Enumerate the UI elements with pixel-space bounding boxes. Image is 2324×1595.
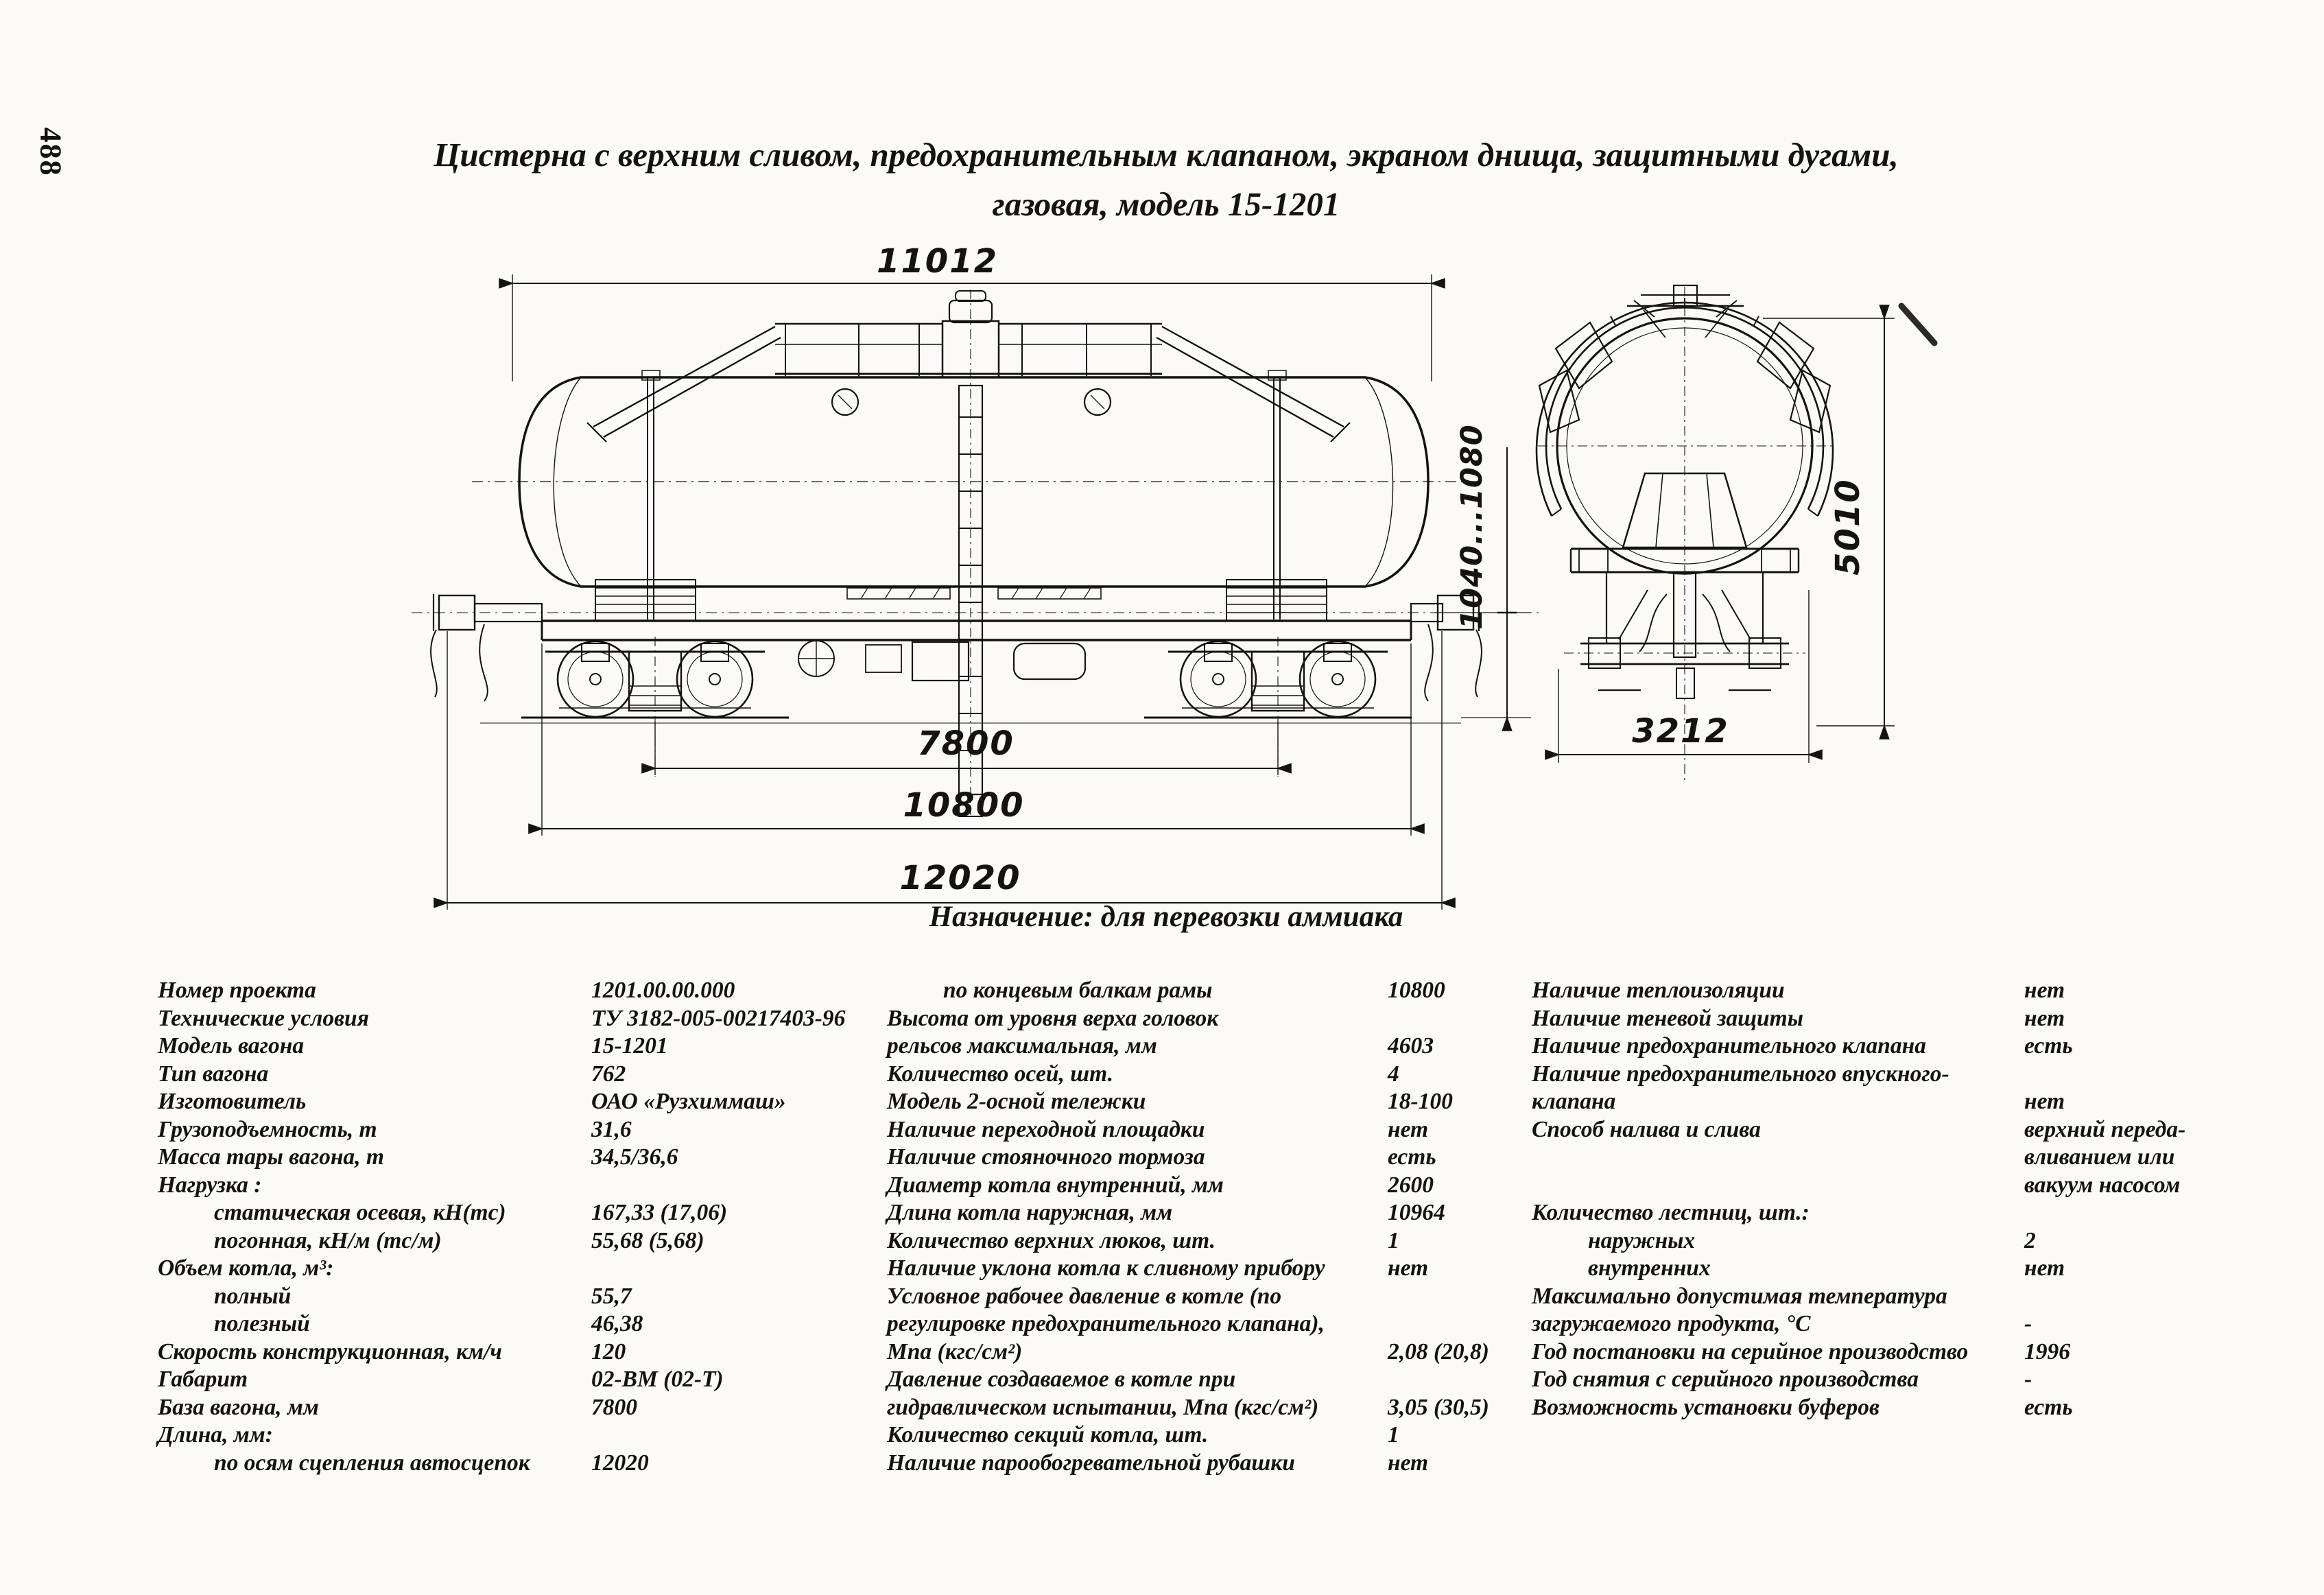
spec-label: Длина, мм:	[158, 1422, 273, 1448]
spec-row	[158, 1338, 881, 1367]
spec-label: Номер проекта	[158, 978, 316, 1003]
spec-label: Масса тары вагона, т	[158, 1144, 384, 1170]
spec-label: рельсов максимальная, мм	[887, 1033, 1157, 1059]
spec-row	[887, 1172, 1580, 1200]
spec-row	[158, 1116, 881, 1144]
spec-row	[158, 1061, 881, 1089]
spec-value: есть	[2024, 1033, 2073, 1059]
spec-value: 4	[1388, 1061, 1399, 1087]
spec-row	[158, 1088, 881, 1116]
end-view	[1537, 285, 1836, 782]
spec-value: вливанием или	[2024, 1144, 2175, 1170]
spec-row	[887, 1032, 1580, 1061]
spec-label: полный	[214, 1283, 292, 1309]
spec-row	[1532, 1061, 2273, 1089]
spec-value: ОАО «Рузхиммаш»	[591, 1089, 786, 1114]
spec-value: нет	[1388, 1255, 1429, 1281]
spec-value	[591, 1421, 881, 1450]
spec-row	[887, 1088, 1580, 1116]
spec-row	[887, 1310, 1580, 1338]
spec-row	[1532, 1199, 2273, 1227]
spec-label: Наличие предохранительного впускного-	[1532, 1061, 1949, 1087]
spec-label: Наличие теплоизоляции	[1532, 978, 1785, 1003]
spec-label: Нагрузка :	[158, 1172, 262, 1198]
spec-column-2	[887, 977, 1580, 1477]
spec-label: статическая осевая, кН(тс)	[214, 1200, 506, 1225]
spec-label: Условное рабочее давление в котле (по	[887, 1283, 1282, 1309]
spec-label: Технические условия	[158, 1005, 369, 1031]
spec-label: Возможность установки буферов	[1532, 1394, 1880, 1420]
spec-row	[158, 1144, 881, 1172]
spec-value: 3,05 (30,5)	[1388, 1394, 1489, 1420]
spec-value: 1	[1388, 1422, 1399, 1448]
spec-label: внутренних	[1588, 1255, 1711, 1281]
dim-label-end-height: 5010	[1829, 478, 1867, 576]
spec-label: Изготовитель	[158, 1089, 307, 1114]
dim-label-end-width: 3212	[1632, 712, 1729, 751]
spec-label: по осям сцепления автосцепок	[214, 1450, 530, 1476]
spec-value: 167,33 (17,06)	[591, 1200, 728, 1225]
spec-label: загружаемого продукта, °С	[1532, 1311, 1811, 1336]
spec-label: Скорость конструкционная, км/ч	[158, 1338, 502, 1364]
spec-column-1	[158, 977, 881, 1477]
spec-value: ТУ 3182-005-00217403-96	[591, 1005, 846, 1031]
spec-row	[887, 1366, 1580, 1394]
dim-label-base: 7800	[917, 724, 1015, 763]
spec-value: 1201.00.00.000	[591, 978, 735, 1003]
spec-value: вакуум насосом	[2024, 1172, 2181, 1198]
spec-row	[1532, 977, 2273, 1005]
spec-label: Максимально допустимая температура	[1532, 1283, 1947, 1309]
spec-value: 46,38	[591, 1311, 643, 1336]
spec-value: 1	[1388, 1227, 1399, 1253]
spec-value	[2024, 1061, 2273, 1089]
title-line-2: газовая, модель 15-1201	[992, 185, 1340, 223]
spec-row	[1532, 1366, 2273, 1394]
spec-value: 18-100	[1388, 1089, 1453, 1114]
spec-row	[1532, 1227, 2273, 1255]
spec-value: 2,08 (20,8)	[1388, 1338, 1489, 1364]
spec-label: регулировке предохранительного клапана),	[887, 1311, 1325, 1336]
spec-label: Мпа (кгс/см²)	[887, 1338, 1023, 1364]
spec-label: Давление создаваемое в котле при	[887, 1367, 1236, 1392]
spec-value: -	[2024, 1311, 2032, 1336]
spec-value: 55,7	[591, 1283, 632, 1309]
spec-value: нет	[2024, 1089, 2065, 1114]
spec-label: Способ налива и слива	[1532, 1116, 1761, 1142]
spec-label: Количество верхних люков, шт.	[887, 1227, 1216, 1253]
spec-label: База вагона, мм	[158, 1394, 319, 1420]
spec-value: 7800	[591, 1394, 637, 1420]
spec-label: наружных	[1588, 1227, 1696, 1253]
spec-value: 1996	[2024, 1338, 2070, 1364]
spec-label: Диаметр котла внутренний, мм	[887, 1172, 1224, 1198]
spec-value: 02-ВМ (02-Т)	[591, 1367, 724, 1392]
spec-row	[1532, 1255, 2273, 1283]
spec-row	[1532, 1310, 2273, 1338]
spec-row	[887, 1061, 1580, 1089]
spec-row	[158, 1255, 881, 1283]
spec-value: 34,5/36,6	[591, 1144, 678, 1170]
spec-row	[1532, 1116, 2273, 1144]
spec-label: Год постановки на серийное производство	[1532, 1338, 1969, 1364]
spec-label: Высота от уровня верха головок	[887, 1005, 1219, 1031]
spec-value: 10800	[1388, 978, 1445, 1003]
spec-row	[158, 1310, 881, 1338]
dim-label-tank-length: 11012	[877, 242, 998, 281]
spec-value: 12020	[591, 1450, 649, 1476]
spec-label: Грузоподъемность, т	[158, 1116, 377, 1142]
spec-label: Количество лестниц, шт.:	[1532, 1200, 1810, 1225]
spec-value: есть	[1388, 1144, 1436, 1170]
spec-row	[1532, 1394, 2273, 1422]
spec-label: Длина котла наружная, мм	[887, 1200, 1173, 1225]
spec-value: 762	[591, 1061, 626, 1087]
spec-value: нет	[2024, 978, 2065, 1003]
spec-value: 55,68 (5,68)	[591, 1227, 704, 1253]
spec-row	[158, 1421, 881, 1450]
spec-label: Модель 2-осной тележки	[887, 1089, 1146, 1114]
spec-label: Наличие теневой защиты	[1532, 1005, 1803, 1031]
spec-row	[158, 1283, 881, 1311]
spec-label: Количество осей, шт.	[887, 1061, 1113, 1087]
spec-label: Наличие переходной площадки	[887, 1116, 1205, 1142]
end-view-dimensions	[1558, 306, 1934, 763]
spec-label: Наличие стояночного тормоза	[887, 1144, 1205, 1170]
spec-label	[1532, 1172, 2024, 1200]
spec-value: 2	[2024, 1227, 2036, 1253]
spec-label: погонная, кН/м (тс/м)	[214, 1227, 442, 1253]
spec-row	[887, 1144, 1580, 1172]
spec-label: Тип вагона	[158, 1061, 269, 1087]
spec-value: 15-1201	[591, 1033, 668, 1059]
spec-row	[887, 1227, 1580, 1255]
spec-value: нет	[1388, 1450, 1429, 1476]
spec-value: нет	[2024, 1255, 2065, 1281]
spec-value: нет	[1388, 1116, 1429, 1142]
spec-row	[1532, 1032, 2273, 1061]
spec-value	[591, 1172, 881, 1200]
spec-value: -	[2024, 1367, 2032, 1392]
spec-value: 2600	[1388, 1172, 1434, 1198]
spec-row	[158, 1394, 881, 1422]
spec-value: 10964	[1388, 1200, 1445, 1225]
dim-label-coupler-length: 12020	[899, 859, 1021, 897]
spec-row	[887, 1116, 1580, 1144]
spec-row	[1532, 1172, 2273, 1200]
spec-label: Модель вагона	[158, 1033, 305, 1059]
spec-label: Объем котла, м³:	[158, 1255, 334, 1281]
title-line-1: Цистерна с верхним сливом, предохранительным клапаном, экраном днища, защитными дугами,	[434, 136, 1899, 174]
spec-row	[887, 1199, 1580, 1227]
spec-row	[1532, 1144, 2273, 1172]
spec-label: Год снятия с серийного производства	[1532, 1367, 1919, 1392]
page-number: 488	[34, 127, 68, 177]
spec-row	[887, 1450, 1580, 1478]
spec-row	[1532, 1088, 2273, 1116]
spec-label: Наличие уклона котла к сливному прибору	[887, 1255, 1325, 1281]
spec-label: Наличие парообогревательной рубашки	[887, 1450, 1295, 1476]
spec-row	[158, 1199, 881, 1227]
spec-row	[887, 1255, 1580, 1283]
spec-value	[591, 1255, 881, 1283]
spec-value: 120	[591, 1338, 626, 1364]
spec-row	[887, 977, 1580, 1005]
dim-label-frame-length: 10800	[903, 786, 1025, 825]
spec-value: 31,6	[591, 1116, 632, 1142]
spec-label: Количество секций котла, шт.	[887, 1422, 1209, 1448]
spec-row	[158, 1032, 881, 1061]
spec-value: 4603	[1388, 1033, 1434, 1059]
spec-label: клапана	[1532, 1089, 1616, 1114]
spec-label: полезный	[214, 1311, 310, 1336]
spec-row	[1532, 1338, 2273, 1367]
spec-value	[2024, 1283, 2273, 1311]
spec-column-3	[1532, 977, 2273, 1421]
spec-row	[887, 1421, 1580, 1450]
spec-value: верхний переда-	[2024, 1116, 2186, 1142]
spec-label: по концевым балкам рамы	[943, 978, 1213, 1003]
spec-row	[887, 1338, 1580, 1367]
spec-row	[1532, 1005, 2273, 1033]
spec-row	[887, 1394, 1580, 1422]
spec-row	[158, 1227, 881, 1255]
spec-label: гидравлическом испытании, Мпа (кгс/см²)	[887, 1394, 1319, 1420]
spec-label	[1532, 1144, 2024, 1172]
spec-row	[158, 1450, 881, 1478]
spec-row	[158, 1366, 881, 1394]
spec-row	[158, 1172, 881, 1200]
spec-row	[887, 1283, 1580, 1311]
spec-label: Наличие предохранительного клапана	[1532, 1033, 1926, 1059]
spec-value: нет	[2024, 1005, 2065, 1031]
spec-row	[158, 1005, 881, 1033]
dim-label-coupler-height: 1040...1080	[1455, 424, 1489, 630]
spec-row	[158, 977, 881, 1005]
spec-value	[2024, 1199, 2273, 1227]
spec-row	[887, 1005, 1580, 1033]
spec-value: есть	[2024, 1394, 2073, 1420]
spec-label: Габарит	[158, 1367, 248, 1392]
spec-row	[1532, 1283, 2273, 1311]
purpose-line: Назначение: для перевозки аммиака	[929, 901, 1403, 933]
